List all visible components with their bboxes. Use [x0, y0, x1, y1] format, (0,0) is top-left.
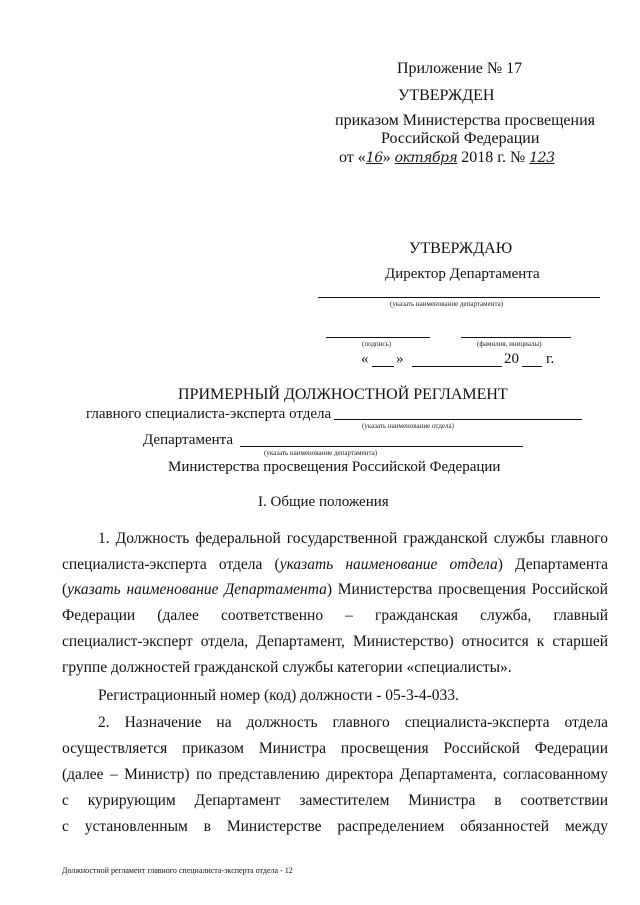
order-line-2: Российской Федерации — [381, 130, 540, 147]
p1-l2-italic: указать наименование отдела — [279, 556, 498, 573]
document-title: ПРИМЕРНЫЙ ДОЛЖНОСТНОЙ РЕГЛАМЕНТ — [178, 386, 508, 403]
order-line-1: приказом Министерства просвещения — [335, 112, 595, 129]
p1-l3-a: ( — [62, 581, 68, 598]
p1-line-2 — [62, 556, 608, 574]
p1-l2-c: ) Департамента — [497, 556, 608, 573]
date-prefix: от « — [339, 149, 366, 166]
title-line-3: Министерства просвещения Российской Федерации — [168, 459, 501, 475]
signature-hint: (подпись) — [362, 340, 392, 348]
p1-line-4: Федерации (далее соответственно – гражданская служба, главный — [62, 607, 608, 624]
p1-l3-italic: указать наименование Департамента — [67, 581, 327, 598]
p1-l3-c: ) Министерства просвещения Российской — [326, 581, 608, 598]
department-title-line — [240, 446, 523, 447]
department-name-line — [334, 419, 582, 420]
date-month-handwritten: октября — [394, 150, 458, 166]
approve-position: Директор Департамента — [385, 266, 540, 282]
p1-line-5: специалист-эксперт отдела, Департамент, Министерство) относится к старшей — [62, 633, 608, 650]
p1-line-6: группе должностей гражданской службы категории «специалисты». — [62, 659, 512, 676]
appendix-label: Приложение № 17 — [397, 60, 523, 77]
order-number-handwritten: 123 — [529, 150, 555, 166]
date-mid: » — [382, 149, 391, 166]
year-suffix: г. — [546, 351, 555, 367]
p1-l2-a: специалиста-эксперта отдела ( — [62, 556, 280, 573]
section-heading: I. Общие положения — [258, 494, 389, 510]
p2-line-4: с курирующим Департамент заместителем Министра в соответствии — [62, 792, 608, 809]
approved-heading: УТВЕРЖДЕН — [398, 87, 495, 104]
month-blank — [412, 366, 502, 367]
title-hint-2: (указать наименование департамента) — [264, 449, 378, 457]
date-open-quote: « — [361, 351, 369, 367]
p2-line-5: с установленным в Министерстве распределением обязанностей между — [62, 818, 608, 835]
p2-line-1: 2. Назначение на должность главного специалиста-эксперта отдела — [98, 714, 608, 731]
department-hint: (указать наименование департамента) — [390, 300, 504, 308]
approve-title: УТВЕРЖДАЮ — [409, 240, 513, 257]
date-close-quote: » — [396, 351, 404, 367]
p1-line-3 — [62, 581, 608, 599]
p2-line-3: (далее – Министр) по представлению директора Департамента, согласованному — [62, 766, 608, 783]
p1-line-1: 1. Должность федеральной государственной гражданской службы главного — [98, 530, 608, 547]
page-footer: Должностной регламент главного специалиста-эксперта отдела - 12 — [62, 866, 293, 875]
title-line-2: Департамента — [143, 432, 234, 448]
title-hint-1: (указать наименование отдела) — [362, 422, 454, 430]
registration-number: Регистрационный номер (код) должности - 05-3-4-033. — [98, 687, 459, 704]
name-hint: (фамилия, инициалы) — [477, 340, 542, 348]
day-blank — [372, 366, 394, 367]
year-prefix: 20 — [504, 351, 519, 367]
signature-line — [326, 337, 430, 338]
date-day-handwritten: 16 — [365, 150, 383, 166]
title-line-1: главного специалиста-эксперта отдела — [86, 406, 332, 422]
order-date-line — [339, 149, 555, 167]
year-blank — [522, 366, 542, 367]
p2-line-2: осуществляется приказом Министра просвещения Российской Федерации — [62, 740, 608, 757]
department-line — [318, 297, 600, 298]
date-year: 2018 г. № — [461, 149, 526, 166]
name-line — [461, 337, 571, 338]
